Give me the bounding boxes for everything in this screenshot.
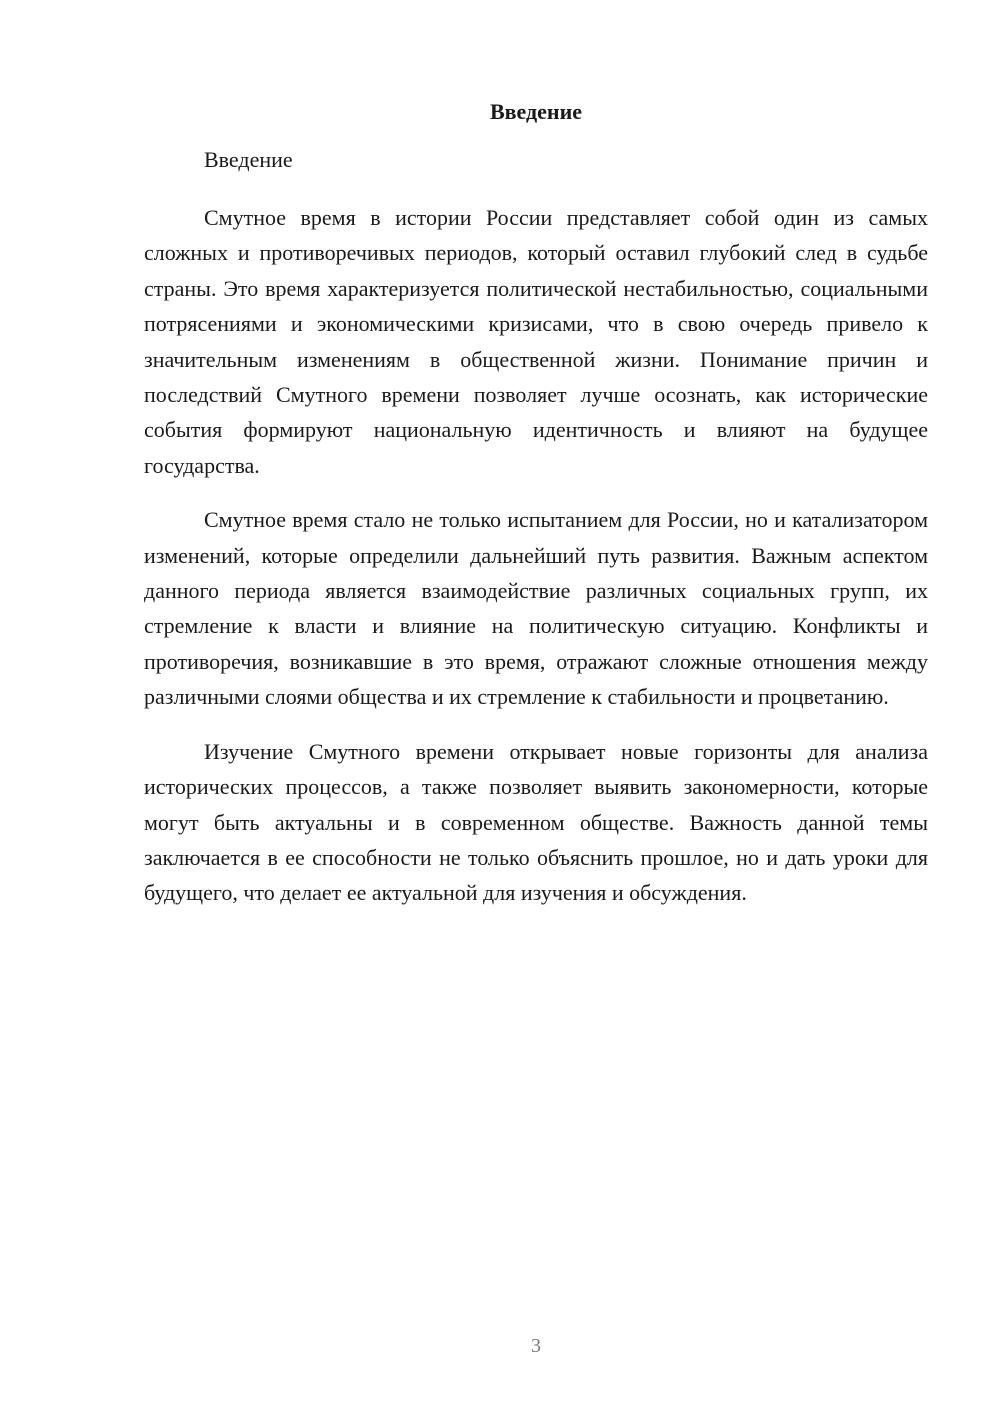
- document-body: [144, 200, 928, 930]
- section-subheading: Введение: [204, 147, 293, 172]
- paragraph-2: Смутное время стало не только испытанием для России, но и катализатором изменений, которые определили дальнейший путь развития. Важным аспектом данного периода является взаимодействие различных социальных групп, их стремление к власти и влияние на политическую ситуацию. Конфликты и противоречия, возникавшие в это время, отражают сложные отношения между различными слоями общества и их стремление к стабильности и процветанию.: [144, 507, 928, 710]
- paragraph-3: Изучение Смутного времени открывает новые горизонты для анализа исторических процессов, а также позволяет выявить закономерности, которые могут быть актуальны и в современном обществе. Важность данной темы заключается в ее способности не только объяснить прошлое, но и дать уроки для будущего, что делает ее актуальной для изучения и обсуждения.: [144, 738, 928, 906]
- paragraph-1: Смутное время в истории России представляет собой один из самых сложных и противоречивых периодов, который оставил глубокий след в судьбе страны. Это время характеризуется политической нестабильностью, социальными потрясениями и экономическими кризисами, что в свою очередь привело к значительным изменениям в общественной жизни. Понимание причин и последствий Смутного времени позволяет лучше осознать, как исторические события формируют национальную идентичность и влияют на будущее государства.: [144, 205, 928, 478]
- page-title: Введение: [489, 99, 583, 124]
- page-number: 3: [531, 1335, 541, 1357]
